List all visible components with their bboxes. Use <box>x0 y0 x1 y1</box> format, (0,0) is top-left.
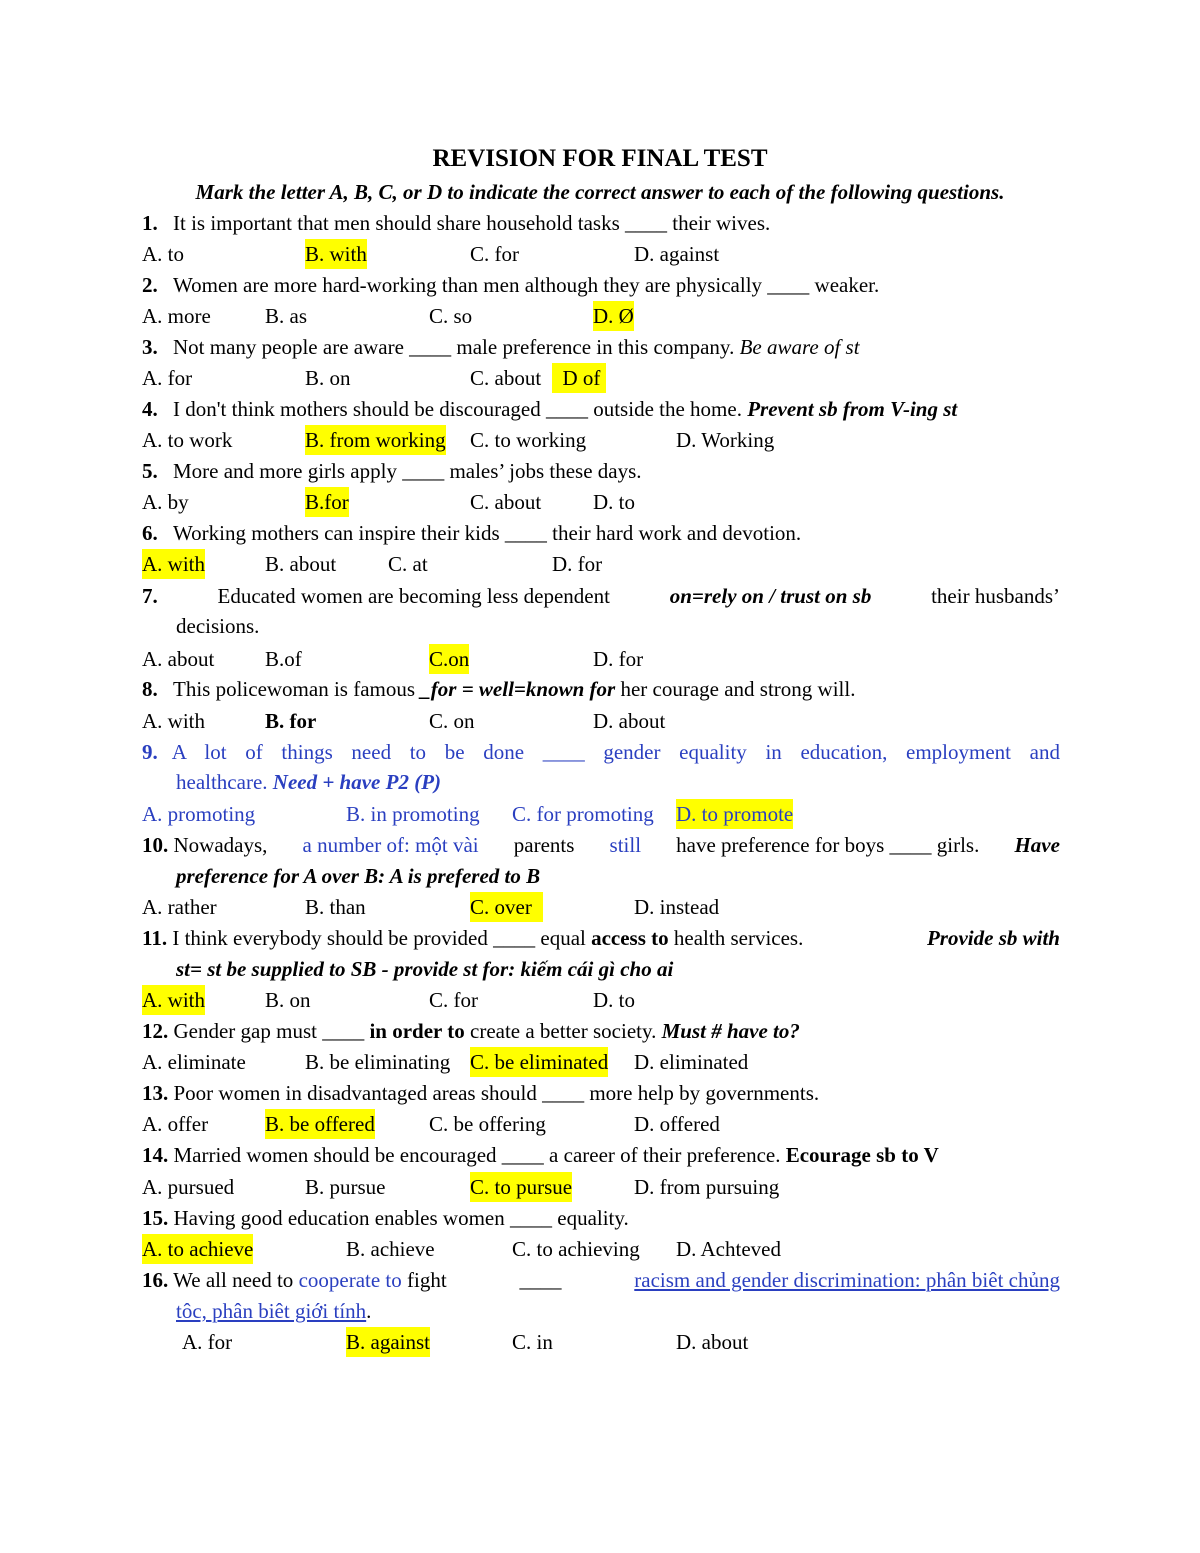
question-text: Nowadays, <box>173 833 268 857</box>
question-text: I think everybody should be provided ____ equal <box>172 926 586 950</box>
option-d: D. against <box>634 242 720 266</box>
question-text: It is important that men should share household tasks ____ their wives. <box>173 211 771 235</box>
option-a-answer: A. with <box>142 985 205 1015</box>
question-10 <box>142 830 1060 860</box>
vocab-note: still <box>609 833 642 857</box>
question-6 <box>142 518 801 548</box>
option-c: C. for <box>470 242 519 266</box>
answer-blank: ____ <box>519 1268 562 1292</box>
option-d-answer: D. to promote <box>676 799 793 829</box>
option-d: D. to <box>593 490 635 514</box>
question-text: I don't think mothers should be discouraged ____ outside the home. <box>173 397 742 421</box>
question-number: 13. <box>142 1081 169 1105</box>
bold-phrase: access to <box>591 926 669 950</box>
question-12 <box>142 1016 800 1046</box>
grammar-note: Need + have P2 (P) <box>272 770 442 794</box>
option-a: A. to work <box>142 428 233 452</box>
question-4 <box>142 394 957 424</box>
grammar-note: on=rely on / trust on sb <box>669 584 872 608</box>
option-c: C. about <box>470 366 542 390</box>
vocab-link[interactable]: racism and gender discrimination: phân biêt chủng <box>634 1268 1060 1292</box>
option-a: A. to <box>142 242 184 266</box>
question-11 <box>142 923 1060 953</box>
option-c-answer: C.on <box>429 644 469 674</box>
grammar-note: _for = well=known for <box>420 677 616 701</box>
question-text: A lot of things need to be done ____ gender equality in education, employment and <box>171 740 1060 764</box>
option-a: A. promoting <box>142 802 256 826</box>
option-a-answer: A. with <box>142 549 205 579</box>
option-b: B. than <box>305 895 366 919</box>
question-number: 5. <box>142 459 158 483</box>
question-number: 12. <box>142 1019 169 1043</box>
question-text: Not many people are aware ____ male preference in this company. <box>173 335 735 359</box>
bold-phrase: in order to <box>369 1019 465 1043</box>
question-16-continuation <box>176 1296 371 1326</box>
question-number: 15. <box>142 1206 169 1230</box>
grammar-note: Prevent sb from V-ing st <box>747 397 958 421</box>
grammar-note: Provide sb with <box>926 926 1060 950</box>
option-c: C. on <box>429 709 475 733</box>
question-text: Married women should be encouraged ____ a career of their preference. <box>173 1143 781 1167</box>
option-a: A. more <box>142 304 211 328</box>
option-c-answer: C. over <box>470 892 543 922</box>
option-a: A. offer <box>142 1112 209 1136</box>
option-a: A. pursued <box>142 1175 235 1199</box>
question-number: 6. <box>142 521 158 545</box>
grammar-note: Be aware of st <box>739 335 860 359</box>
option-c: C. so <box>429 304 473 328</box>
grammar-note: Must # have to? <box>661 1019 800 1043</box>
question-1 <box>142 208 770 238</box>
question-number: 4. <box>142 397 158 421</box>
option-b: B. pursue <box>305 1175 386 1199</box>
question-text: We all need to <box>173 1268 294 1292</box>
option-d-answer: D of <box>552 363 606 393</box>
question-text: Having good education enables women ____ equality. <box>173 1206 629 1230</box>
option-c-answer: C. be eliminated <box>470 1047 608 1077</box>
option-a: A. rather <box>142 895 217 919</box>
option-d: D. offered <box>634 1112 720 1136</box>
question-text: health services. <box>673 926 804 950</box>
question-text-end: create a better society. <box>470 1019 657 1043</box>
question-7-continuation: decisions. <box>176 614 260 638</box>
instruction: Mark the letter A, B, C, or D to indicate the correct answer to each of the following questions. <box>195 180 1005 204</box>
question-number: 9. <box>142 740 158 764</box>
vocab-note: a number of: một vài <box>302 833 479 857</box>
option-a: A. with <box>142 709 205 733</box>
option-d: D. for <box>593 647 644 671</box>
option-a-answer: A. to achieve <box>142 1234 253 1264</box>
option-c: C. be offering <box>429 1112 546 1136</box>
option-d: D. instead <box>634 895 720 919</box>
option-d-answer: D. Ø <box>593 301 634 331</box>
option-a: A. eliminate <box>142 1050 246 1074</box>
question-3 <box>142 332 860 362</box>
option-d: D. Working <box>676 428 775 452</box>
option-d: D. about <box>593 709 666 733</box>
option-c: C. about <box>470 490 542 514</box>
question-8 <box>142 674 855 704</box>
question-2 <box>142 270 879 300</box>
question-text: Working mothers can inspire their kids ____ their hard work and devotion. <box>173 521 802 545</box>
option-b: B. be eliminating <box>305 1050 451 1074</box>
option-b-answer: B. from working <box>305 425 446 455</box>
option-b-answer: B.for <box>305 487 349 517</box>
question-7 <box>142 581 1060 611</box>
question-15 <box>142 1203 629 1233</box>
vocab-note: cooperate to <box>298 1268 402 1292</box>
option-a: A. for <box>182 1330 233 1354</box>
question-text-end: their husbands’ <box>931 584 1060 608</box>
question-text-end: healthcare. <box>176 770 268 794</box>
question-11-continuation: st= st be supplied to SB - provide st for: kiếm cái gì cho ai <box>176 957 674 981</box>
question-number: 10. <box>142 833 169 857</box>
option-b: B. on <box>265 988 311 1012</box>
question-number: 14. <box>142 1143 169 1167</box>
vocab-link[interactable]: tôc, phân biêt giới tính <box>176 1299 367 1323</box>
question-text: More and more girls apply ____ males’ jobs these days. <box>173 459 642 483</box>
option-c: C. for promoting <box>512 802 654 826</box>
option-b: B. achieve <box>346 1237 435 1261</box>
question-text: This policewoman is famous <box>173 677 416 701</box>
option-c: C. in <box>512 1330 553 1354</box>
page-title: REVISION FOR FINAL TEST <box>432 145 768 172</box>
option-b: B. in promoting <box>346 802 480 826</box>
option-d: D. to <box>593 988 635 1012</box>
option-b-answer: B. for <box>265 709 317 733</box>
option-b: B. about <box>265 552 337 576</box>
question-5 <box>142 456 642 486</box>
option-b-answer: B. against <box>346 1327 430 1357</box>
question-16 <box>142 1265 1060 1295</box>
question-number: 16. <box>142 1268 169 1292</box>
option-b: B. on <box>305 366 351 390</box>
question-number: 1. <box>142 211 158 235</box>
question-13 <box>142 1078 819 1108</box>
option-c: C. to achieving <box>512 1237 640 1261</box>
option-d: D. for <box>552 552 603 576</box>
question-text: Educated women are becoming less dependent <box>217 584 610 608</box>
option-c-answer: C. to pursue <box>470 1172 572 1202</box>
question-number: 3. <box>142 335 158 359</box>
option-b: B.of <box>265 647 302 671</box>
question-text: Gender gap must ____ <box>173 1019 365 1043</box>
question-text: parents <box>513 833 575 857</box>
option-a: A. about <box>142 647 215 671</box>
question-text: Poor women in disadvantaged areas should ____ more help by governments. <box>173 1081 820 1105</box>
question-9 <box>142 737 1060 767</box>
option-d: D. about <box>676 1330 749 1354</box>
sentence-end: . <box>366 1299 372 1323</box>
option-d: D. from pursuing <box>634 1175 780 1199</box>
option-b-answer: B. with <box>305 239 367 269</box>
question-number: 8. <box>142 677 158 701</box>
question-number: 7. <box>142 584 158 608</box>
option-a: A. for <box>142 366 193 390</box>
question-number: 2. <box>142 273 158 297</box>
question-14 <box>142 1140 939 1170</box>
option-a: A. by <box>142 490 189 514</box>
grammar-note: Ecourage sb to V <box>785 1143 939 1167</box>
option-c: C. at <box>388 552 428 576</box>
option-d: D. Achteved <box>676 1237 781 1261</box>
grammar-note: Have <box>1014 833 1060 857</box>
option-b-answer: B. be offered <box>265 1109 375 1139</box>
question-10-continuation: preference for A over B: A is prefered to B <box>176 864 541 888</box>
option-b: B. as <box>265 304 307 328</box>
question-text-end: her courage and strong will. <box>620 677 856 701</box>
question-text: have preference for boys ____ girls. <box>676 833 980 857</box>
question-text: Women are more hard-working than men although they are physically ____ weaker. <box>173 273 880 297</box>
question-text: fight <box>407 1268 447 1292</box>
option-c: C. to working <box>470 428 587 452</box>
option-c: C. for <box>429 988 478 1012</box>
question-9-continuation <box>176 767 441 797</box>
question-number: 11. <box>142 926 168 950</box>
option-d: D. eliminated <box>634 1050 749 1074</box>
